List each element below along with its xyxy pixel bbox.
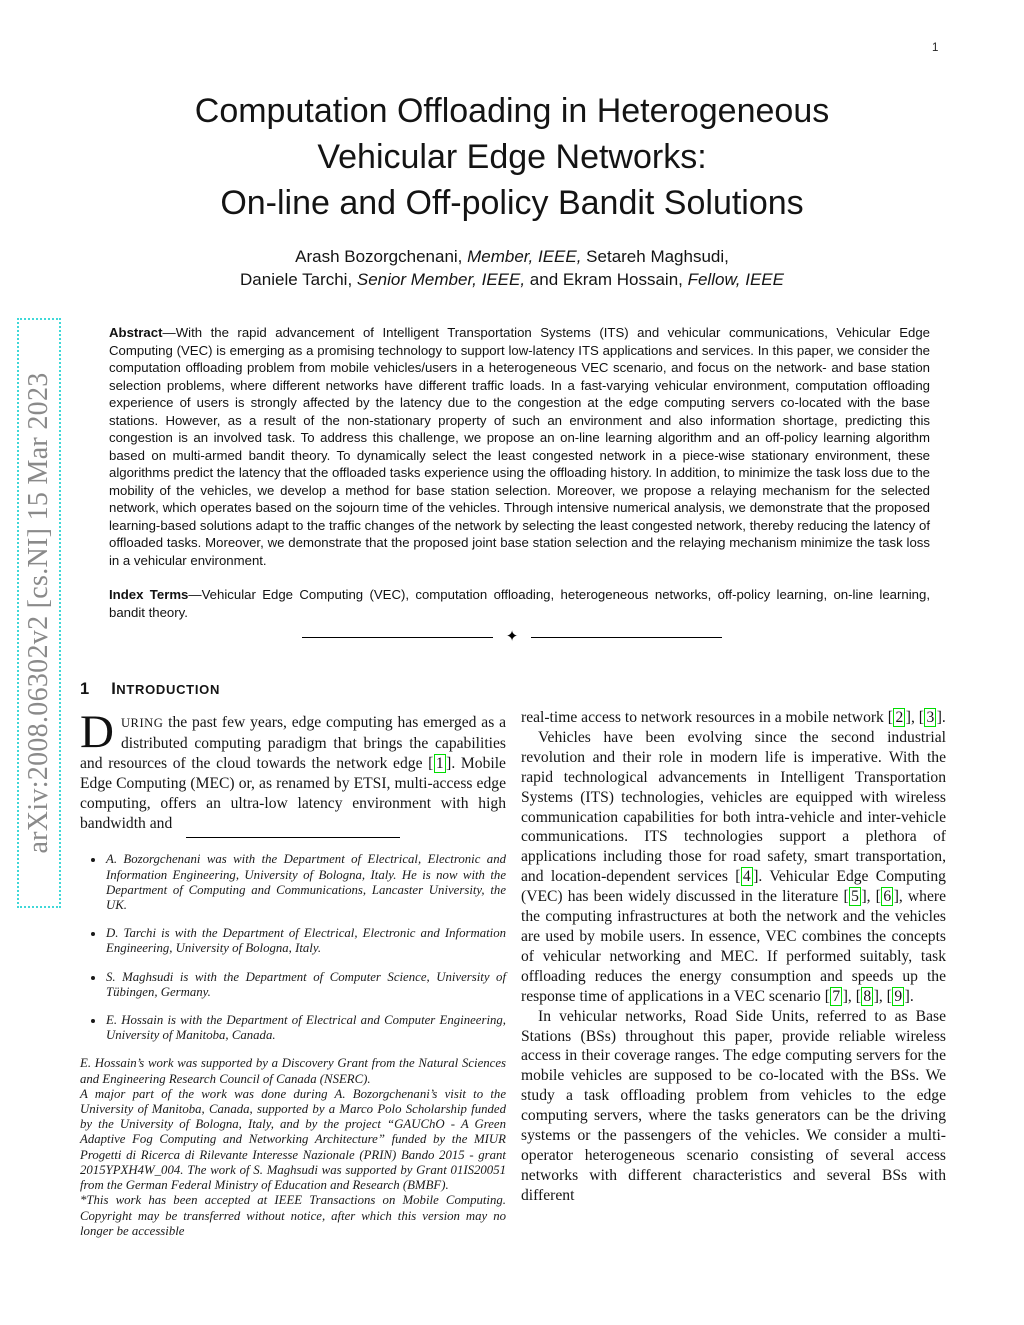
italic-text: Senior Member, IEEE, bbox=[356, 270, 526, 289]
citation-link[interactable]: 7 bbox=[832, 987, 841, 1005]
authors-line-2: Daniele Tarchi, Senior Member, IEEE, and Ekram Hossain, Fellow, IEEE bbox=[240, 270, 784, 289]
footnote-item: • E. Hossain is with the Department of Electrical and Computer Engineering, University of Manitoba, Canada. bbox=[105, 1013, 506, 1043]
lead-small-caps: URING bbox=[120, 716, 164, 730]
citation-link[interactable]: 5 bbox=[851, 888, 859, 906]
page-number: 1 bbox=[932, 42, 939, 54]
index-terms bbox=[109, 586, 930, 621]
citation-link[interactable]: 3 bbox=[926, 709, 935, 726]
paragraph: Vehicles have been evolving since the second industrial revolution and their role in modern life is imperative. With the rapid technological advancements in Intelligent Transportation Systems (ITS) technologies, vehicles are equipped with wireless communication capabilities for both intra-vehicle and inter-vehicle communications. ITS technologies support a plethora of applications including those for road safety, smart transportation, and location-dependent services [ 4 ]. Vehicular Edge Computing (VEC) has been widely discussed in the literature [ 5 ], [ 6 ], where the computing infrastructures at both the network and the vehicles are used by mobile users. In essence, VEC combines the concepts of vehicular networking and MEC. If performed suitably, task offloading reduces the energy consumption and speeds up the response time of applications in a VEC scenario [ 7 ], [ 8 ], [ 9 ]. bbox=[521, 728, 946, 1005]
citation-link[interactable]: 4 bbox=[742, 868, 751, 886]
intro-paragraph bbox=[80, 706, 506, 833]
diamond-icon: ✦ bbox=[505, 628, 519, 645]
abstract-label: Abstract bbox=[109, 325, 163, 340]
separator-line-left bbox=[302, 637, 493, 638]
citation-link[interactable]: 6 bbox=[883, 888, 892, 906]
section-heading-introduction bbox=[80, 677, 506, 700]
intro-paragraph-text: the past few years, edge computing has emerged as a distributed computing paradigm that brings the capabilities and resources of the cloud towards the network edge [ 1 ]. Mobile Edge Computing (MEC) or, as renamed by ETSI, multi-access edge computing, offers an ultra-low latency environment with high bandwidth and bbox=[80, 714, 506, 832]
paper-title bbox=[62, 88, 962, 226]
arxiv-stamp-text: arXiv:2008.06302v2 [cs.NI] 15 Mar 2023 bbox=[23, 372, 54, 854]
abstract-text: —With the rapid advancement of Intelligent Transportation Systems (ITS) and vehicular communications, Vehicular Edge Computing (VEC) is emerging as a promising technology to support low-latency ITS applications and services. In this paper, we consider the computation offloading problem from mobile vehicles/users in a heterogeneous VEC scenario, and focus on the network- and base station selection problems, where different networks have different traffic loads. In a fast-varying vehicular environment, computation offloading experience of users is strongly affected by the latency due to the congestion at the edge computing servers co-located with the base stations. However, as a result of the non-stationary property of such an environment and also information shortage, predicting this congestion is an involved task. To address this challenge, we propose an on-line learning algorithm and an off-policy learning algorithm based on multi-armed bandit theory. To dynamically select the least congested network in a piece-wise stationary environment, these algorithms predict the latency that the offloaded tasks experience using the offloading history. In addition, to minimize the task loss due to the mobility of the vehicles, we develop a method for base station selection. Moreover, we propose a relaying mechanism for the selected network, which operates based on the sojourn time of the vehicles. Through intensive numerical analysis, we demonstrate that the proposed learning-based solutions adapt to the traffic changes of the network by selecting the least congested network, thereby reducing the latency of offloaded tasks. Moreover, we demonstrate that the proposed joint base station selection and the relaying mechanism minimize the task loss in a vehicular environment. bbox=[109, 325, 930, 568]
separator-line-right bbox=[531, 637, 722, 638]
footnote-item: • A. Bozorgchenani was with the Department of Electrical, Electronic and Information Engineering, University of Bologna, Italy. He is now with the Department of Computing and Communications, Lancaster University, the UK. bbox=[105, 852, 506, 913]
footnote-rule bbox=[186, 837, 400, 838]
right-column bbox=[521, 708, 946, 1206]
section-title-rest: NTRODUCTION bbox=[116, 682, 221, 697]
title-line-2: Vehicular Edge Networks: bbox=[317, 138, 707, 176]
authors-line-1: Arash Bozorgchenani, Member, IEEE, Setareh Maghsudi, bbox=[295, 247, 729, 266]
paragraph: real-time access to network resources in a mobile network [ 2 ], [ 3 ]. bbox=[521, 709, 946, 726]
author-list bbox=[62, 245, 962, 291]
title-line-3: On-line and Off-policy Bandit Solutions bbox=[220, 184, 804, 222]
paragraph: In vehicular networks, Road Side Units, referred to as Base Stations (BSs) throughout this paper, provide reliable wireless access in their coverage ranges. The edge computing servers for the mobile vehicles are supposed to be co-located with the BSs. We study a task offloading problem from vehicles to the edge computing servers, where the tasks generators can be the driving systems or the passengers of the vehicles. We consider a multi-operator heterogeneous scenario consisting of several access networks with different characteristics and several BSs with different bbox=[521, 1007, 946, 1204]
index-terms-label: Index Terms bbox=[109, 587, 189, 602]
drop-cap: D bbox=[80, 706, 114, 758]
arxiv-stamp bbox=[17, 318, 61, 908]
abstract bbox=[109, 324, 930, 569]
funding-footnote: A major part of the work was done during A. Bozorgchenani’s visit to the University of Manitoba, Canada, supported by a Marco Polo Scholarship funded by the University of Bologna, Italy, and by the project “GAUChO - A Green Adaptive Fog Computing and Networking Architecture” funded by the MIUR Progetti di Ricerca di Rilevante Interesse Nazionale (PRIN) Bando 2015 - grant 2015YPXH4W_004. The work of S. Maghsudi was supported by Grant 01IS20051 from the German Federal Ministry of Education and Research (BMBF). bbox=[80, 1086, 506, 1193]
footnote-item: • S. Maghsudi is with the Department of Computer Science, University of Tübingen, Germany. bbox=[105, 970, 506, 1000]
left-column bbox=[80, 677, 506, 1239]
citation-link[interactable]: 9 bbox=[894, 987, 903, 1005]
italic-text: Fellow, IEEE bbox=[687, 270, 784, 289]
section-separator bbox=[302, 629, 722, 645]
citation-link[interactable]: 8 bbox=[863, 987, 872, 1005]
italic-text: Member, IEEE, bbox=[467, 247, 582, 266]
author-affiliation-footnotes bbox=[80, 852, 506, 1043]
section-title-initial: I bbox=[111, 680, 117, 698]
citation-link[interactable]: 2 bbox=[895, 709, 904, 726]
footnote-item: • D. Tarchi is with the Department of Electrical, Electronic and Information Engineering, University of Bologna, Italy. bbox=[105, 926, 506, 956]
funding-footnote: E. Hossain’s work was supported by a Discovery Grant from the Natural Sciences and Engineering Research Council of Canada (NSERC). bbox=[80, 1056, 506, 1086]
citation-link[interactable]: 1 bbox=[435, 754, 444, 772]
title-line-1: Computation Offloading in Heterogeneous bbox=[194, 92, 830, 130]
index-terms-text: —Vehicular Edge Computing (VEC), computation offloading, heterogeneous networks, off-policy learning, on-line learning, bandit theory. bbox=[109, 587, 930, 620]
acceptance-footnote: *This work has been accepted at IEEE Transactions on Mobile Computing. Copyright may be transferred without notice, after which this version may no longer be accessible bbox=[80, 1193, 506, 1238]
section-number: 1 bbox=[80, 680, 90, 698]
